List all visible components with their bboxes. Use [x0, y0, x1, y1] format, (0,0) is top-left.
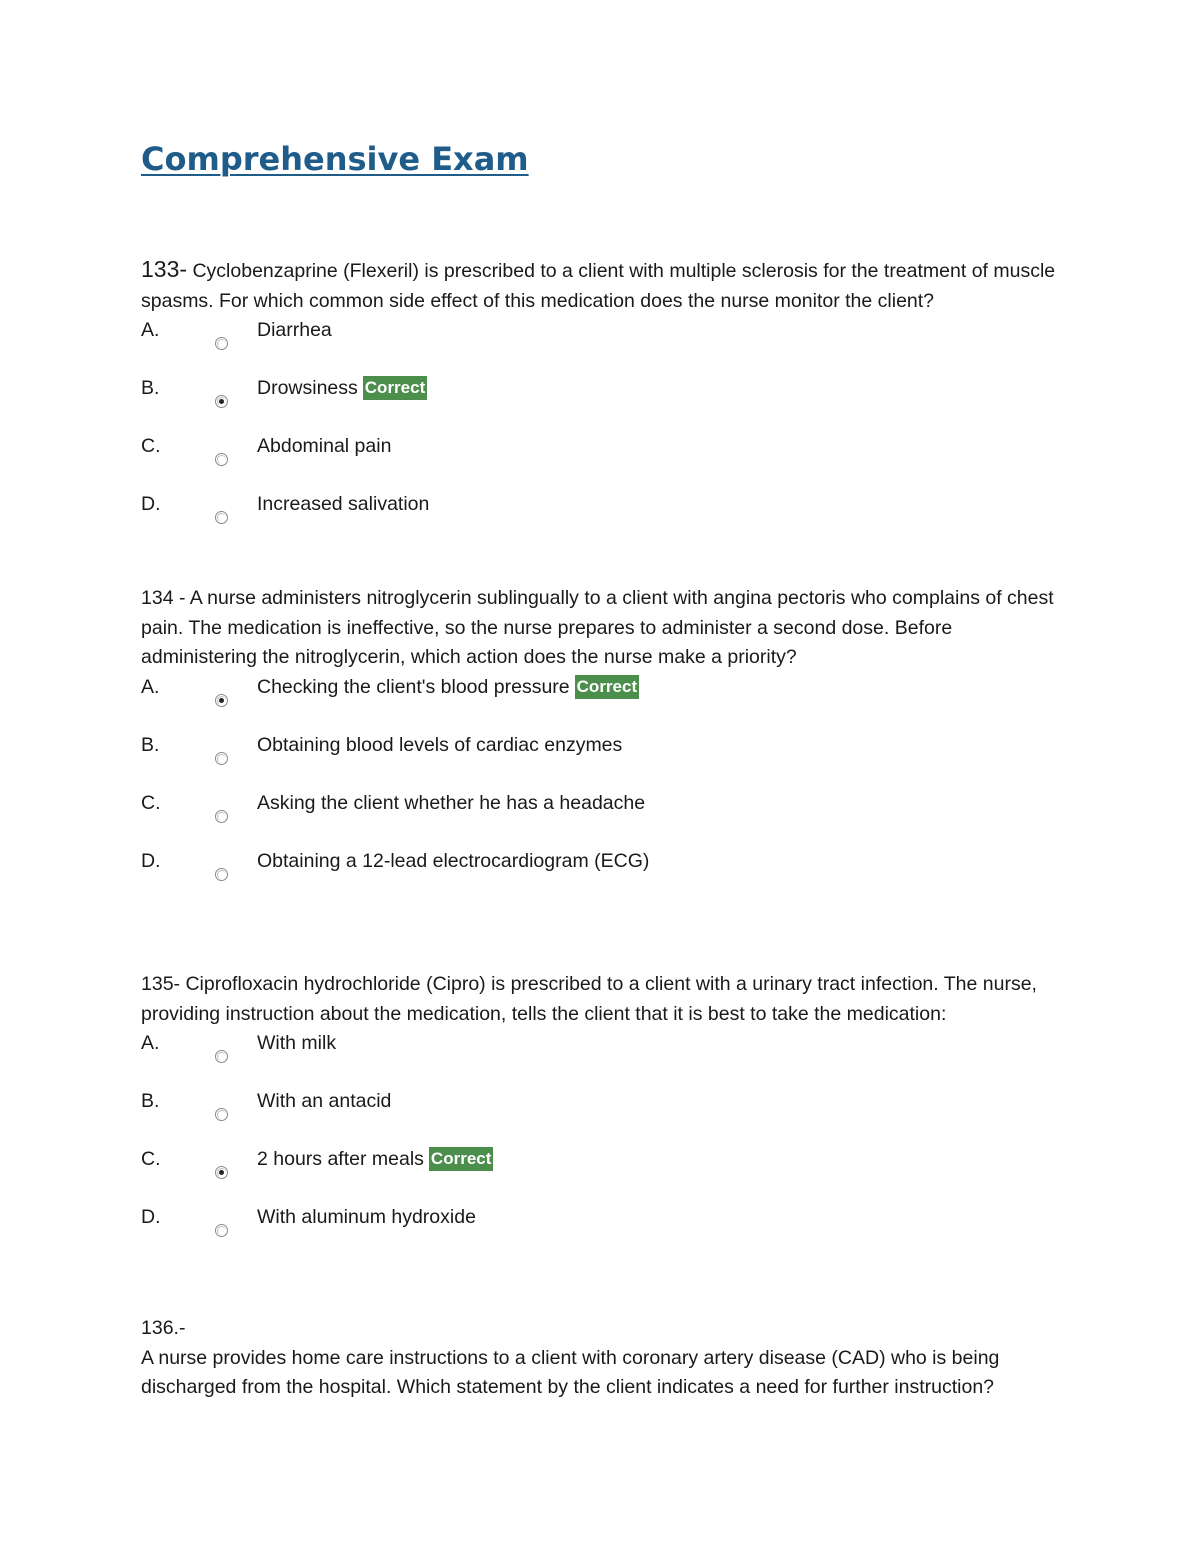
answer-option-b[interactable]	[141, 1087, 1061, 1145]
radio-button[interactable]	[215, 1224, 228, 1237]
answer-option-d[interactable]	[141, 1203, 1061, 1261]
question-134	[141, 584, 1061, 905]
option-letter: D.	[141, 493, 161, 515]
correct-badge: Correct	[363, 376, 427, 400]
option-letter: D.	[141, 1206, 161, 1228]
radio-button[interactable]	[215, 752, 228, 765]
answer-option-b[interactable]	[141, 731, 1061, 789]
question-136	[141, 1314, 1061, 1403]
option-letter: A.	[141, 319, 160, 341]
answer-options	[141, 316, 1061, 548]
radio-button[interactable]	[215, 337, 228, 350]
option-text: Asking the client whether he has a headache	[257, 791, 646, 814]
answer-options	[141, 1029, 1061, 1261]
question-stem	[141, 970, 1061, 1029]
option-text: With aluminum hydroxide	[257, 1206, 476, 1228]
answer-option-a[interactable]	[141, 316, 1061, 374]
option-text: With an antacid	[257, 1090, 392, 1112]
question-text: Ciprofloxacin hydrochloride (Cipro) is prescribed to a client with a urinary tract infection. The nurse, providing instruction about the medication, tells the client that it is best to take the medication:	[141, 973, 1037, 1025]
radio-button[interactable]	[215, 453, 228, 466]
option-letter: B.	[141, 1090, 160, 1112]
answer-option-d[interactable]	[141, 847, 1061, 905]
option-letter: C.	[141, 435, 161, 457]
answer-option-b[interactable]	[141, 374, 1061, 432]
radio-button[interactable]	[215, 511, 228, 524]
answer-option-a[interactable]	[141, 1029, 1061, 1087]
option-letter: B.	[141, 377, 160, 399]
question-stem	[141, 584, 1061, 673]
question-text: A nurse provides home care instructions to a client with coronary artery disease (CAD) who is being discharged from the hospital. Which statement by the client indicates a need for further instruction?	[141, 1346, 1000, 1398]
answer-options	[141, 673, 1061, 905]
question-number: 134 -	[141, 587, 186, 609]
answer-option-c[interactable]	[141, 1145, 1061, 1203]
option-text: Obtaining a 12-lead electrocardiogram (ECG)	[257, 849, 650, 872]
question-text: A nurse administers nitroglycerin sublingually to a client with angina pectoris who complains of chest pain. The medication is ineffective, so the nurse prepares to administer a second dose. Before administering the nitroglycerin, which action does the nurse make a priority?	[141, 587, 1054, 668]
option-letter: D.	[141, 849, 161, 872]
question-number: 133-	[141, 256, 188, 282]
question-number: 136.-	[141, 1317, 186, 1339]
option-letter: C.	[141, 791, 161, 814]
radio-button-selected[interactable]	[215, 395, 228, 408]
radio-button[interactable]	[215, 1050, 228, 1063]
answer-option-d[interactable]	[141, 490, 1061, 548]
option-letter: A.	[141, 1032, 160, 1054]
question-stem	[141, 255, 1061, 316]
page-title: Comprehensive Exam	[141, 140, 529, 178]
answer-option-c[interactable]	[141, 789, 1061, 847]
option-text: Diarrhea	[257, 319, 332, 341]
option-text: Drowsiness Correct	[257, 377, 426, 399]
option-text: Checking the client's blood pressure Correct	[257, 675, 638, 698]
radio-button[interactable]	[215, 868, 228, 881]
option-letter: C.	[141, 1148, 161, 1170]
option-text: 2 hours after meals Correct	[257, 1148, 492, 1170]
correct-badge: Correct	[429, 1147, 493, 1171]
radio-button[interactable]	[215, 1108, 228, 1121]
radio-button-selected[interactable]	[215, 694, 228, 707]
question-133	[141, 255, 1061, 548]
radio-button[interactable]	[215, 810, 228, 823]
question-text: Cyclobenzaprine (Flexeril) is prescribed to a client with multiple sclerosis for the treatment of muscle spasms. For which common side effect of this medication does the nurse monitor the client?	[141, 260, 1056, 312]
question-number: 135-	[141, 973, 181, 995]
answer-option-c[interactable]	[141, 432, 1061, 490]
option-text: With milk	[257, 1032, 337, 1054]
option-text: Abdominal pain	[257, 435, 392, 457]
question-135	[141, 970, 1061, 1261]
option-letter: B.	[141, 733, 160, 756]
radio-button-selected[interactable]	[215, 1166, 228, 1179]
option-text: Obtaining blood levels of cardiac enzymes	[257, 733, 623, 756]
option-text: Increased salivation	[257, 493, 430, 515]
answer-option-a[interactable]	[141, 673, 1061, 731]
option-letter: A.	[141, 675, 160, 698]
correct-badge: Correct	[575, 675, 639, 699]
